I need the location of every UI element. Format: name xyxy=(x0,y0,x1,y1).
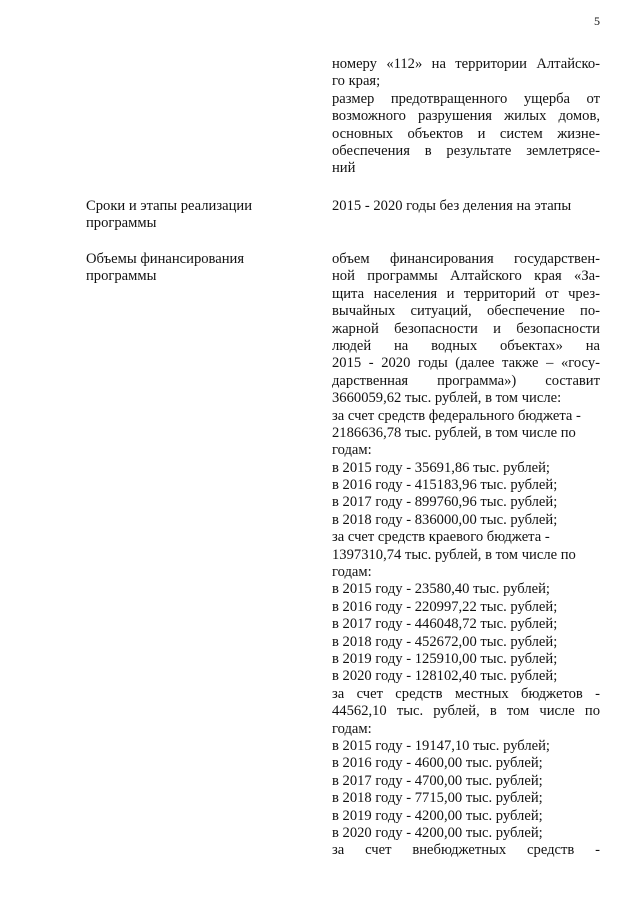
funding-label-line: программы xyxy=(86,268,157,285)
indicators-tail-line: обеспечения в результате землетрясе- xyxy=(332,142,600,159)
funding-value-line: 2186636,78 тыс. рублей, в том числе по xyxy=(332,424,576,441)
funding-value-line: в 2020 году - 128102,40 тыс. рублей; xyxy=(332,668,558,685)
funding-value-line: щита населения и территорий от чрез- xyxy=(332,285,600,302)
funding-value-line: в 2017 году - 4700,00 тыс. рублей; xyxy=(332,772,543,789)
funding-value-line: жарной безопасности и безопасности xyxy=(332,320,600,337)
funding-value-line: годам: xyxy=(332,720,372,737)
funding-value-line: дарственная программа») составит xyxy=(332,372,600,389)
funding-value-line: в 2015 году - 19147,10 тыс. рублей; xyxy=(332,737,550,754)
funding-value-line: в 2016 году - 4600,00 тыс. рублей; xyxy=(332,755,543,772)
funding-value-line: 1397310,74 тыс. рублей, в том числе по xyxy=(332,546,576,563)
funding-value-line: ной программы Алтайского края «За- xyxy=(332,268,600,285)
funding-value-line: людей на водных объектах» на xyxy=(332,337,600,354)
funding-value-line: в 2016 году - 220997,22 тыс. рублей; xyxy=(332,598,558,615)
funding-value-line: за счет средств местных бюджетов - xyxy=(332,685,600,702)
funding-value-line: за счет внебюджетных средств - xyxy=(332,842,600,859)
page-number: 5 xyxy=(594,14,600,28)
funding-label-line: Объемы финансирования xyxy=(86,251,245,267)
terms-value-line: 2015 - 2020 годы без деления на этапы xyxy=(332,198,572,214)
funding-label xyxy=(86,251,286,286)
indicators-tail-line: го края; xyxy=(332,73,381,90)
terms-label-line: Сроки и этапы реализации xyxy=(86,198,253,214)
funding-value-line: 3660059,62 тыс. рублей, в том числе: xyxy=(332,390,562,407)
indicators-tail-line: основных объектов и систем жизне- xyxy=(332,125,600,142)
funding-value xyxy=(332,251,600,860)
terms-label-line: программы xyxy=(86,215,157,232)
funding-value-line: 44562,10 тыс. рублей, в том числе по xyxy=(332,703,600,720)
funding-value-line: за счет средств краевого бюджета - xyxy=(332,529,550,546)
funding-value-line: годам: xyxy=(332,442,372,459)
funding-value-line: в 2018 году - 7715,00 тыс. рублей; xyxy=(332,790,543,807)
funding-value-line: объем финансирования государствен- xyxy=(332,251,600,267)
funding-value-line: в 2018 году - 452672,00 тыс. рублей; xyxy=(332,633,558,650)
terms-label xyxy=(86,198,286,233)
indicators-tail-line: возможного разрушения жилых домов, xyxy=(332,108,600,125)
funding-value-line: за счет средств федерального бюджета - xyxy=(332,407,581,424)
funding-value-line: в 2017 году - 899760,96 тыс. рублей; xyxy=(332,494,558,511)
indicators-tail-line: номеру «112» на территории Алтайско- xyxy=(332,56,600,72)
funding-value-line: вычайных ситуаций, обеспечение по- xyxy=(332,303,600,320)
indicators-tail-line: размер предотвращенного ущерба от xyxy=(332,90,600,107)
funding-value-line: в 2018 году - 836000,00 тыс. рублей; xyxy=(332,511,558,528)
terms-value xyxy=(332,198,600,215)
funding-value-line: в 2015 году - 23580,40 тыс. рублей; xyxy=(332,581,550,598)
funding-value-line: 2015 - 2020 годы (далее также – «госу- xyxy=(332,355,600,372)
indicators-tail-text xyxy=(332,56,600,178)
funding-value-line: в 2017 году - 446048,72 тыс. рублей; xyxy=(332,616,558,633)
funding-value-line: в 2019 году - 4200,00 тыс. рублей; xyxy=(332,807,543,824)
indicators-tail-line: ний xyxy=(332,160,356,177)
funding-value-line: в 2016 году - 415183,96 тыс. рублей; xyxy=(332,477,558,494)
funding-value-line: в 2015 году - 35691,86 тыс. рублей; xyxy=(332,459,550,476)
funding-value-line: в 2020 году - 4200,00 тыс. рублей; xyxy=(332,824,543,841)
funding-value-line: годам: xyxy=(332,564,372,581)
funding-value-line: в 2019 году - 125910,00 тыс. рублей; xyxy=(332,650,558,667)
